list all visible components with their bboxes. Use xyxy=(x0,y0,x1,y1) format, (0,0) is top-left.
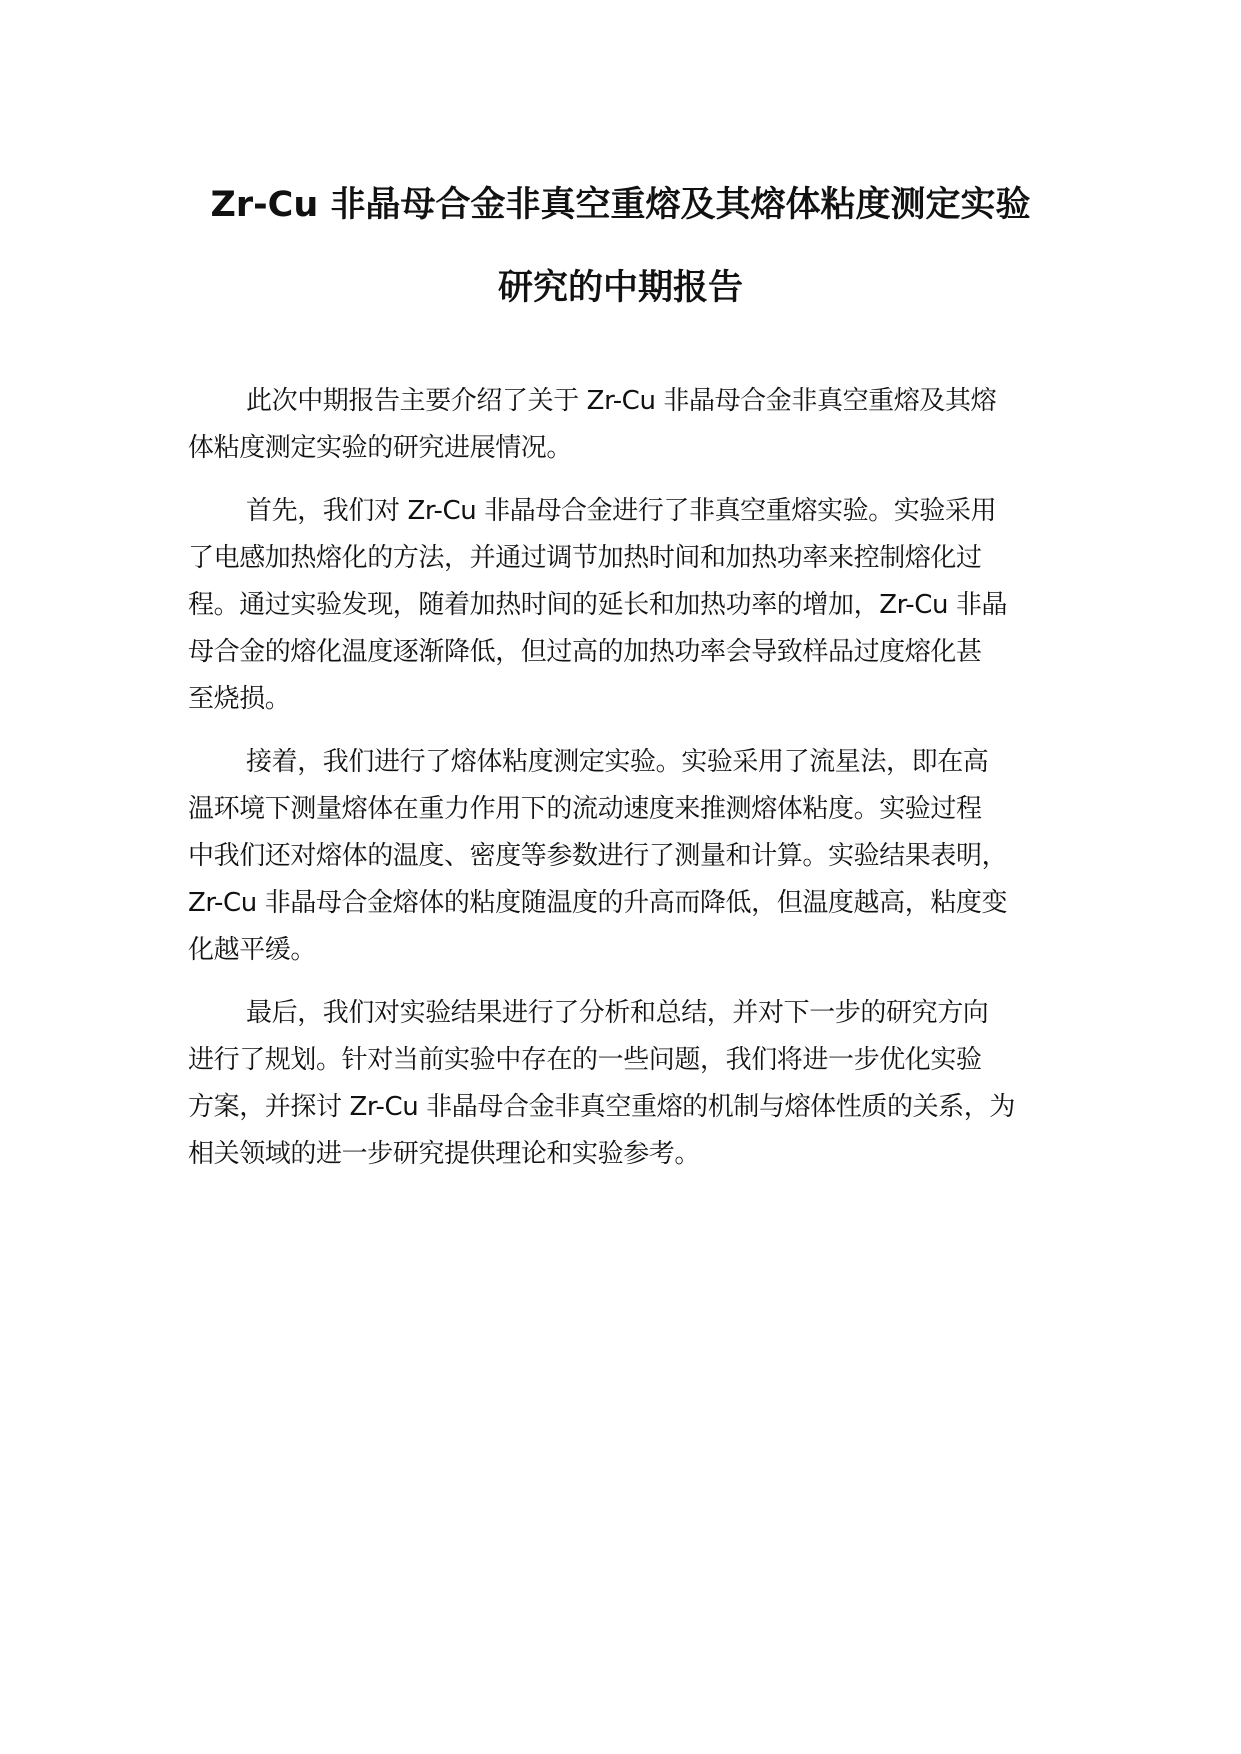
paragraph-line: 最后，我们对实验结果进行了分析和总结，并对下一步的研究方向 xyxy=(246,998,989,1028)
paragraph-line: 了电感加热熔化的方法，并通过调节加热时间和加热功率来控制熔化过 xyxy=(188,543,982,573)
paragraph-line: 进行了规划。针对当前实验中存在的一些问题，我们将进一步优化实验 xyxy=(188,1045,982,1075)
paragraph-line: 母合金的熔化温度逐渐降低，但过高的加热功率会导致样品过度熔化甚 xyxy=(188,637,982,667)
paragraph-line: 化越平缓。 xyxy=(188,935,317,965)
paragraph-remelting xyxy=(188,488,1088,723)
paragraph-line: 方案，并探讨 Zr-Cu 非晶母合金非真空重熔的机制与熔体性质的关系，为 xyxy=(188,1092,1015,1122)
document-title-line-2: 研究的中期报告 xyxy=(497,268,743,308)
paragraph-viscosity xyxy=(188,739,1088,974)
paragraph-line: 接着，我们进行了熔体粘度测定实验。实验采用了流星法，即在高 xyxy=(246,747,989,777)
document-title-line-1: Zr-Cu 非晶母合金非真空重熔及其熔体粘度测定实验 xyxy=(210,185,1031,225)
paragraph-line: 温环境下测量熔体在重力作用下的流动速度来推测熔体粘度。实验过程 xyxy=(188,794,982,824)
paragraph-line: 此次中期报告主要介绍了关于 Zr-Cu 非晶母合金非真空重熔及其熔 xyxy=(246,386,997,416)
paragraph-intro xyxy=(188,378,1088,472)
paragraph-conclusion xyxy=(188,990,1088,1178)
paragraph-line: 首先，我们对 Zr-Cu 非晶母合金进行了非真空重熔实验。实验采用 xyxy=(246,496,997,526)
paragraph-line: 至烧损。 xyxy=(188,684,291,714)
paragraph-line: 相关领域的进一步研究提供理论和实验参考。 xyxy=(188,1139,701,1169)
paragraph-line: Zr-Cu 非晶母合金熔体的粘度随温度的升高而降低，但温度越高，粘度变 xyxy=(188,888,1008,918)
document-body xyxy=(188,378,1088,1194)
paragraph-line: 中我们还对熔体的温度、密度等参数进行了测量和计算。实验结果表明， xyxy=(188,841,1008,871)
paragraph-line: 体粘度测定实验的研究进展情况。 xyxy=(188,433,573,463)
paragraph-line: 程。通过实验发现，随着加热时间的延长和加热功率的增加，Zr-Cu 非晶 xyxy=(188,590,1008,620)
